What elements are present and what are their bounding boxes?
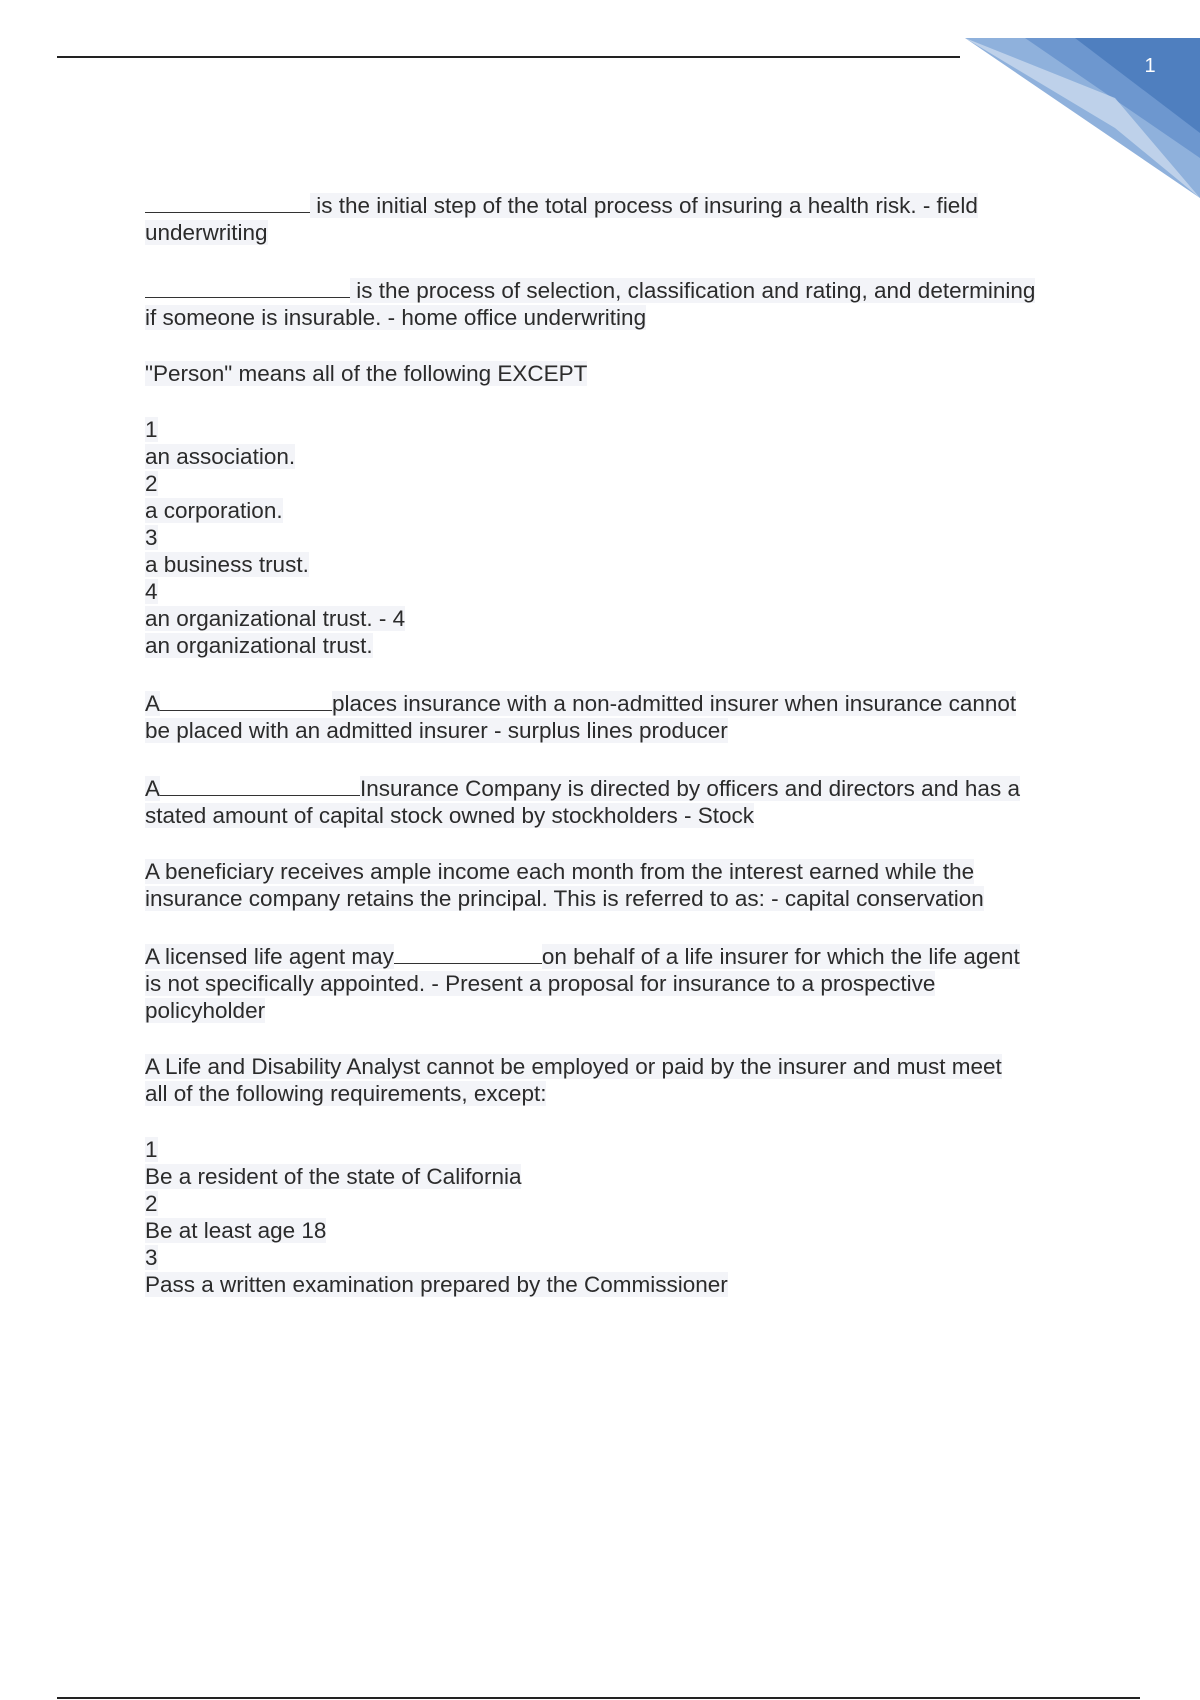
fill-blank [394, 941, 542, 964]
question-line: all of the following requirements, except: [145, 1081, 547, 1106]
option-number: 4 [145, 579, 158, 604]
option-number: 2 [145, 1191, 158, 1216]
question-line: is not specifically appointed. - Present a proposal for insurance to a prospective [145, 971, 936, 996]
question-line: A Life and Disability Analyst cannot be employed or paid by the insurer and must meet [145, 1054, 1002, 1079]
header-rule [57, 56, 960, 58]
question-3 [145, 360, 1085, 387]
option-number: 1 [145, 417, 158, 442]
option-text: a corporation. [145, 498, 283, 523]
fill-blank [160, 773, 360, 796]
question-7 [145, 941, 1085, 1024]
question-line: be placed with an admitted insurer - surplus lines producer [145, 718, 728, 743]
option-text: Pass a written examination prepared by the Commissioner [145, 1272, 728, 1297]
question-1 [145, 190, 1085, 246]
option-text: Be at least age 18 [145, 1218, 327, 1243]
document-body [145, 190, 1085, 1298]
option-number: 3 [145, 1245, 158, 1270]
options-list-2 [145, 1136, 1085, 1298]
question-5 [145, 773, 1085, 829]
question-line: A licensed life agent may on behalf of a life insurer for which the life agent [145, 941, 1085, 970]
answer-text: an organizational trust. [145, 633, 373, 658]
question-line: underwriting [145, 220, 268, 245]
question-8 [145, 1053, 1085, 1107]
fill-blank [160, 688, 332, 711]
page-number: 1 [1144, 55, 1156, 77]
question-line: is the process of selection, classification and rating, and determining [145, 275, 1085, 304]
fill-blank [145, 190, 310, 213]
question-line: A Insurance Company is directed by officers and directors and has a [145, 773, 1085, 802]
question-line: A beneficiary receives ample income each month from the interest earned while the [145, 859, 975, 884]
question-line: stated amount of capital stock owned by stockholders - Stock [145, 803, 755, 828]
option-number: 2 [145, 471, 158, 496]
question-line: if someone is insurable. - home office underwriting [145, 305, 647, 330]
option-number: 1 [145, 1137, 158, 1162]
question-4 [145, 688, 1085, 744]
question-line: insurance company retains the principal. This is referred to as: - capital conservation [145, 886, 984, 911]
option-text: Be a resident of the state of California [145, 1164, 522, 1189]
question-line: is the initial step of the total process of insuring a health risk. - field [145, 190, 1085, 219]
option-text: a business trust. [145, 552, 309, 577]
options-list-1 [145, 416, 1085, 659]
option-text: an organizational trust. - 4 [145, 606, 406, 631]
fill-blank [145, 275, 350, 298]
question-line: A places insurance with a non-admitted insurer when insurance cannot [145, 688, 1085, 717]
option-number: 3 [145, 525, 158, 550]
question-6 [145, 858, 1085, 912]
question-line: "Person" means all of the following EXCEPT [145, 361, 588, 386]
question-2 [145, 275, 1085, 331]
option-text: an association. [145, 444, 296, 469]
footer-rule [57, 1697, 1140, 1699]
question-line: policyholder [145, 998, 266, 1023]
